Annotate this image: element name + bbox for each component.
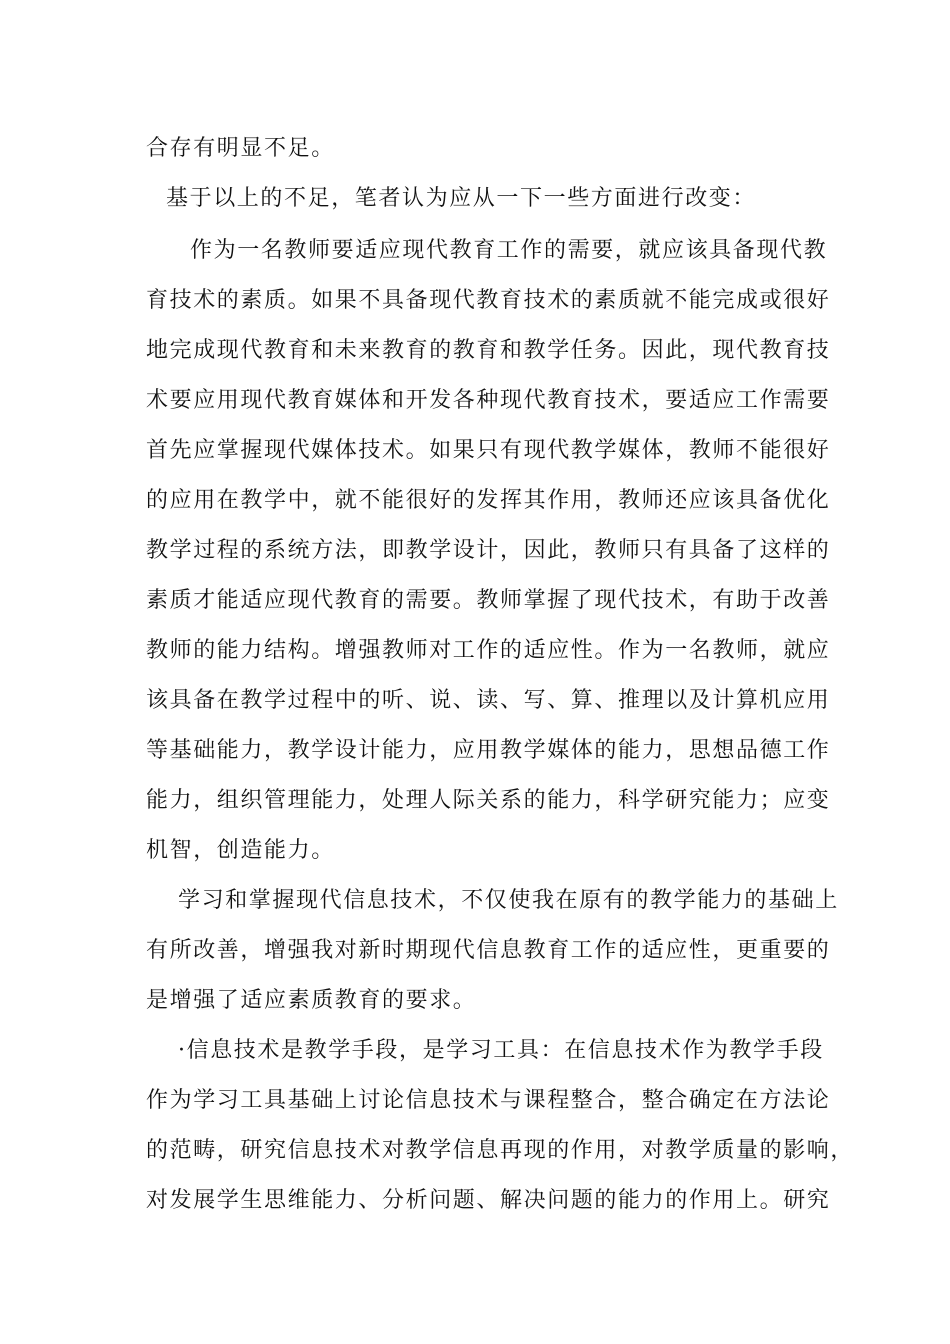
text-line: 作为一名教师要适应现代教育工作的需要，就应该具备现代教 — [190, 238, 828, 263]
text-line: 能力，组织管理能力，处理人际关系的能力，科学研究能力；应变 — [146, 788, 831, 813]
text-line: 育技术的素质。如果不具备现代教育技术的素质就不能完成或很好 — [146, 288, 831, 313]
text-line: 等基础能力，教学设计能力，应用教学媒体的能力，思想品德工作 — [146, 738, 831, 763]
text-line: 的应用在教学中，就不能很好的发挥其作用，教师还应该具备优化 — [146, 488, 831, 513]
text-line: 地完成现代教育和未来教育的教育和教学任务。因此，现代教育技 — [146, 338, 831, 363]
text-line: 机智，创造能力。 — [146, 838, 335, 863]
text-line: 作为学习工具基础上讨论信息技术与课程整合，整合确定在方法论 — [146, 1088, 831, 1113]
text-line: 教师的能力结构。增强教师对工作的适应性。作为一名教师，就应 — [146, 638, 831, 663]
text-line: 基于以上的不足，笔者认为应从一下一些方面进行改变： — [166, 186, 757, 211]
text-line: 首先应掌握现代媒体技术。如果只有现代教学媒体，教师不能很好 — [146, 438, 831, 463]
text-line: 有所改善，增强我对新时期现代信息教育工作的适应性，更重要的 — [146, 938, 831, 963]
text-line: 学习和掌握现代信息技术，不仅使我在原有的教学能力的基础上 — [178, 888, 839, 913]
text-line: 该具备在教学过程中的听、说、读、写、算、推理以及计算机应用 — [146, 688, 831, 713]
text-line: 对发展学生思维能力、分析问题、解决问题的能力的作用上。研究 — [146, 1188, 831, 1213]
text-line: 是增强了适应素质教育的要求。 — [146, 988, 477, 1013]
text-line: 的范畴，研究信息技术对教学信息再现的作用，对教学质量的影响， — [146, 1138, 855, 1163]
text-line: 合存有明显不足。 — [146, 136, 335, 161]
text-line: 素质才能适应现代教育的需要。教师掌握了现代技术，有助于改善 — [146, 588, 831, 613]
text-line: 术要应用现代教育媒体和开发各种现代教育技术，要适应工作需要 — [146, 388, 831, 413]
text-line: 教学过程的系统方法，即教学设计，因此，教师只有具备了这样的 — [146, 538, 831, 563]
text-line: ·信息技术是教学手段，是学习工具：在信息技术作为教学手段 — [178, 1038, 824, 1063]
